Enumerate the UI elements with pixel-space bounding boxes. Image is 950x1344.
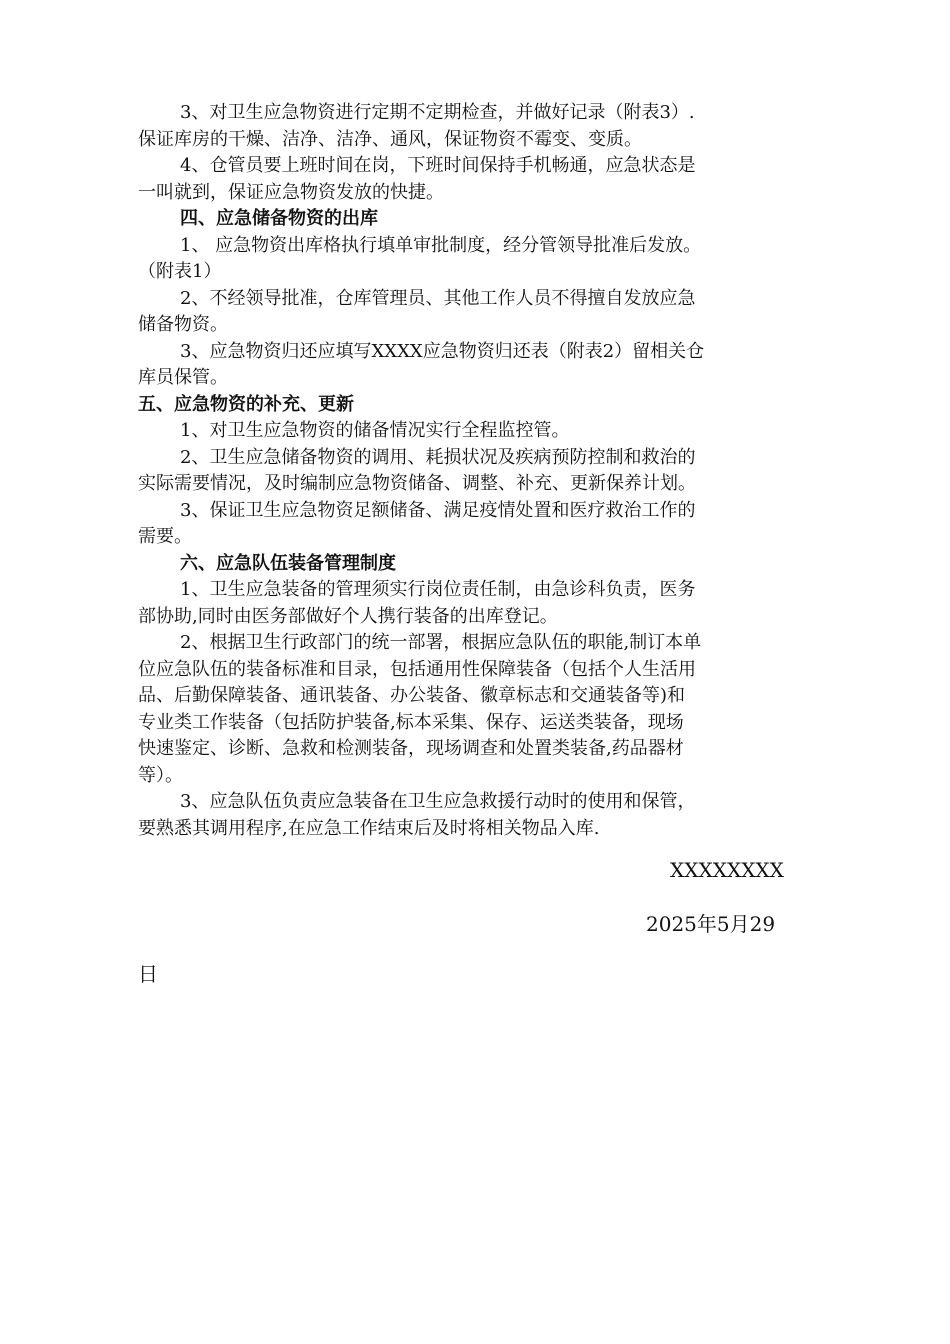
paragraph-line: 需要。 — [138, 526, 192, 547]
paragraph-line: 1、卫生应急装备的管理须实行岗位责任制，由急诊科负责，医务 — [180, 579, 696, 600]
signature-org: XXXXXXXX — [670, 858, 784, 882]
document-body — [138, 100, 836, 842]
paragraph-line: 位应急队伍的装备标准和目录，包括通用性保障装备（包括个人生活用 — [138, 658, 696, 680]
paragraph-line: 3、应急队伍负责应急装备在卫生应急救援行动时的使用和保管， — [180, 791, 696, 812]
signature-date: 2025年5月29 — [646, 912, 776, 936]
paragraph-line: 快速鉴定、诊断、急救和检测装备，现场调查和处置类装备,药品器材 — [138, 738, 684, 759]
paragraph-line: 1、对卫生应急物资的储备情况实行全程监控管。 — [180, 420, 570, 441]
paragraph-line: 2、根据卫生行政部门的统一部署，根据应急队伍的职能,制订本单 — [180, 632, 702, 653]
paragraph-line: 专业类工作装备（包括防护装备,标本采集、保存、运送类装备，现场 — [138, 711, 684, 733]
paragraph-line: 品、后勤保障装备、通讯装备、办公装备、徽章标志和交通装备等)和 — [138, 685, 686, 706]
paragraph-line: 库员保管。 — [138, 367, 228, 388]
paragraph-line: 保证库房的干燥、洁净、洁净、通风，保证物资不霉变、变质。 — [138, 128, 642, 150]
paragraph-line: 3、保证卫生应急物资足额储备、满足疫情处置和医疗救治工作的 — [180, 499, 696, 521]
paragraph-line: 2、卫生应急储备物资的调用、耗损状况及疾病预防控制和救治的 — [180, 446, 696, 468]
paragraph-line: 实际需要情况，及时编制应急物资储备、调整、补充、更新保养计划。 — [138, 473, 696, 494]
paragraph-line: 储备物资。 — [138, 314, 228, 335]
paragraph-line: 3、应急物资归还应填写XXXX应急物资归还表（附表2）留相关仓 — [180, 340, 705, 362]
paragraph-line: 1、 应急物资出库格执行填单审批制度，经分管领导批准后发放。 — [180, 234, 702, 256]
paragraph-line: 3、对卫生应急物资进行定期不定期检查，并做好记录（附表3）. — [180, 102, 695, 123]
paragraph-line: （附表1） — [138, 261, 222, 282]
section-heading: 五、应急物资的补充、更新 — [138, 393, 354, 415]
paragraph-line: 4、仓管员要上班时间在岗，下班时间保持手机畅通，应急状态是 — [180, 155, 696, 176]
paragraph-line: 等）。 — [138, 764, 183, 786]
paragraph-line: 2、不经领导批准，仓库管理员、其他工作人员不得擅自发放应急 — [180, 287, 696, 309]
section-heading: 六、应急队伍装备管理制度 — [180, 552, 396, 574]
paragraph-line: 要熟悉其调用程序,在应急工作结束后及时将相关物品入库. — [138, 817, 600, 839]
paragraph-line: 部协助,同时由医务部做好个人携行装备的出库登记。 — [138, 605, 558, 627]
signature-date-tail: 日 — [138, 962, 158, 986]
section-heading: 四、应急储备物资的出库 — [180, 208, 378, 229]
paragraph-line: 一叫就到，保证应急物资发放的快捷。 — [138, 181, 444, 203]
